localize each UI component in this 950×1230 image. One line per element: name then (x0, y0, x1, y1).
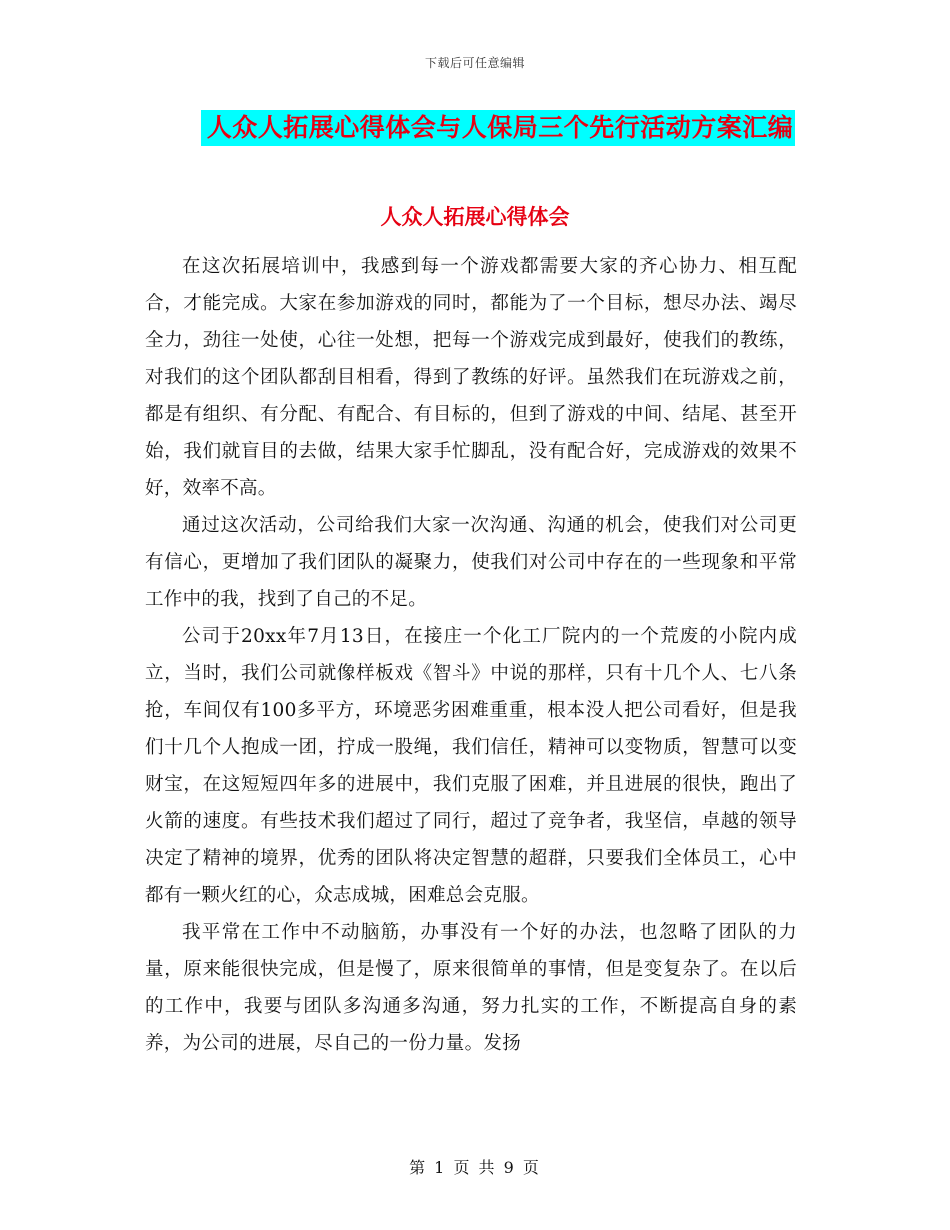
paragraph-3: 公司于20xx年7月13日，在接庄一个化工厂院内的一个荒废的小院内成立，当时，我们公司就像样板戏《智斗》中说的那样，只有十几个人、七八条抢，车间仅有100多平方，环境恶劣困难重重，根本没人把公司看好，但是我们十几个人抱成一团，拧成一股绳，我们信任，精神可以变物质，智慧可以变财宝，在这短短四年多的进展中，我们克服了困难，并且进展的很快，跑出了火箭的速度。有些技术我们超过了同行，超过了竞争者，我坚信，卓越的领导决定了精神的境界，优秀的团队将决定智慧的超群，只要我们全体员工，心中都有一颗火红的心，众志成城，困难总会克服。 (145, 626, 797, 906)
section-title: 人众人拓展心得体会 (380, 204, 570, 229)
paragraph-4: 我平常在工作中不动脑筋，办事没有一个好的办法，也忽略了团队的力量，原来能很快完成，但是慢了，原来很简单的事情，但是变复杂了。在以后的工作中，我要与团队多沟通多沟通，努力扎实的工作，不断提高自身的素养，为公司的进展，尽自己的一份力量。发扬 (145, 922, 797, 1054)
paragraph-2: 通过这次活动，公司给我们大家一次沟通、沟通的机会，使我们对公司更有信心，更增加了我们团队的凝聚力，使我们对公司中存在的一些现象和平常工作中的我，找到了自己的不足。 (145, 515, 797, 610)
page-number-footer: 第 1 页 共 9 页 (409, 1158, 541, 1177)
header-note: 下载后可任意编辑 (424, 56, 525, 70)
main-title-container (0, 110, 950, 146)
paragraph-1: 在这次拓展培训中，我感到每一个游戏都需要大家的齐心协力、相互配合，才能完成。大家在参加游戏的同时，都能为了一个目标，想尽办法、竭尽全力，劲往一处使，心往一处想，把每一个游戏完成到最好，使我们的教练，对我们的这个团队都刮目相看，得到了教练的好评。虽然我们在玩游戏之前，都是有组织、有分配、有配合、有目标的，但到了游戏的中间、结尾、甚至开始，我们就盲目的去做，结果大家手忙脚乱，没有配合好，完成游戏的效果不好，效率不高。 (145, 256, 797, 499)
main-title: 人众人拓展心得体会与人保局三个先行活动方案汇编 (201, 110, 796, 146)
body-text (145, 248, 797, 1062)
